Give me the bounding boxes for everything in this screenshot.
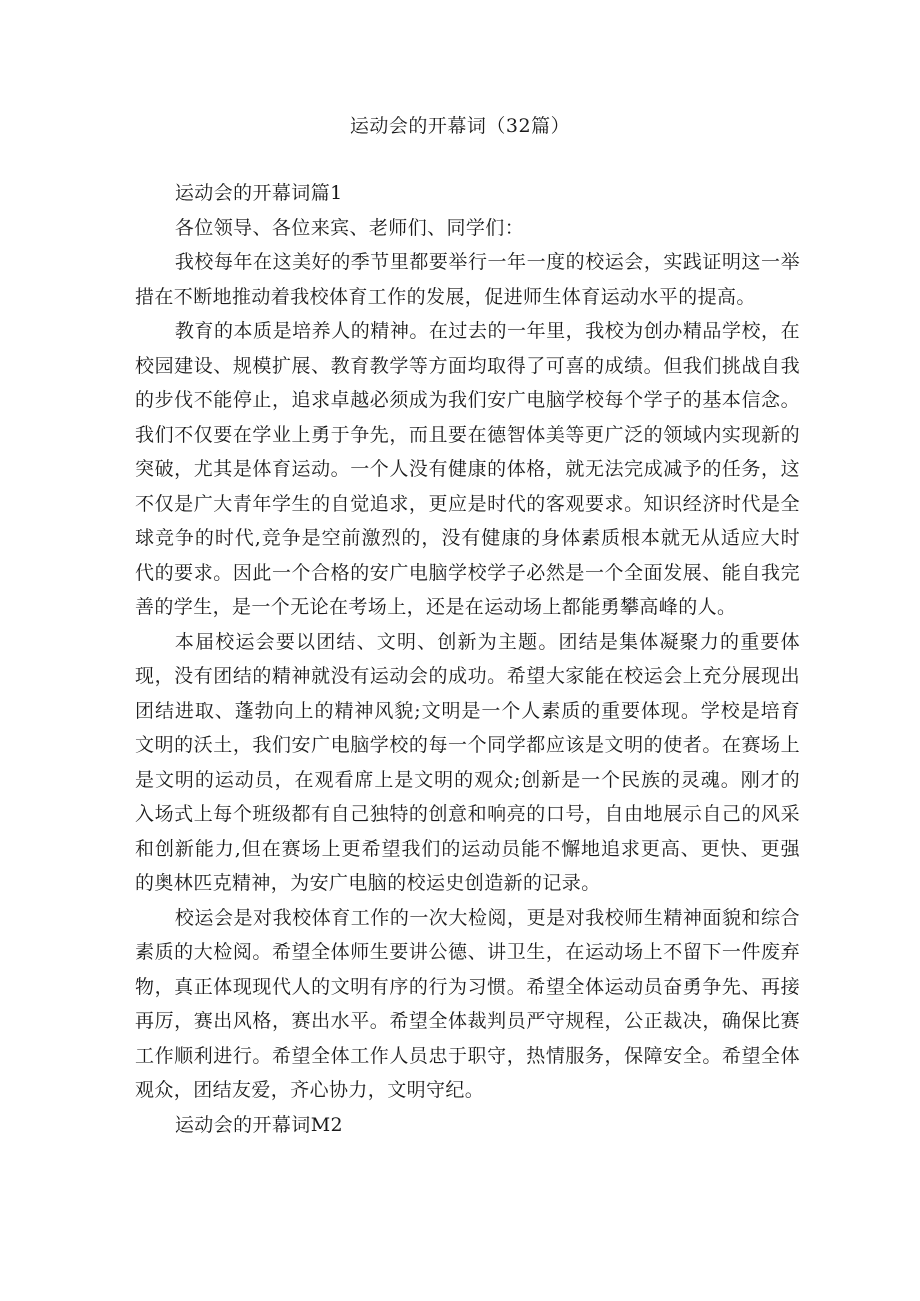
paragraph: 校运会是对我校体育工作的一次大检阅，更是对我校师生精神面貌和综合素质的大检阅。希望全体师生要讲公德、讲卫生，在运动场上不留下一件废弃物，真正体现现代人的文明有序的行为习惯。希望全体运动员奋勇争先、再接再厉，赛出风格，赛出水平。希望全体裁判员严守规程，公正裁决，确保比赛工作顺利进行。希望全体工作人员忠于职守，热情服务，保障安全。希望全体观众，团结友爱，齐心协力，文明守纪。 [135, 906, 800, 1101]
section-heading-2: 运动会的开幕词M2 [174, 1113, 344, 1136]
salutation: 各位领导、各位来宾、老师们、同学们： [174, 216, 525, 239]
document-body [135, 176, 800, 1142]
document-title: 运动会的开幕词（32篇） [349, 115, 571, 137]
paragraph: 我校每年在这美好的季节里都要举行一年一度的校运会，实践证明这一举措在不断地推动着我校体育工作的发展，促进师生体育运动水平的提高。 [135, 251, 800, 308]
paragraph: 教育的本质是培养人的精神。在过去的一年里，我校为创办精品学校，在校园建设、规模扩展、教育教学等方面均取得了可喜的成绩。但我们挑战自我的步伐不能停止，追求卓越必须成为我们安广电脑学校每个学子的基本信念。我们不仅要在学业上勇于争先，而且要在德智体美等更广泛的领域内实现新的突破，尤其是体育运动。一个人没有健康的体格，就无法完成减予的任务，这不仅是广大青年学生的自觉追求，更应是时代的客观要求。知识经济时代是全球竞争的时代,竞争是空前激烈的，没有健康的身体素质根本就无从适应大时代的要求。因此一个合格的安广电脑学校学子必然是一个全面发展、能自我完善的学生，是一个无论在考场上，还是在运动场上都能勇攀高峰的人。 [135, 320, 800, 618]
paragraph: 本届校运会要以团结、文明、创新为主题。团结是集体凝聚力的重要体现，没有团结的精神就没有运动会的成功。希望大家能在校运会上充分展现出团结进取、蓬勃向上的精神风貌;文明是一个人素质的重要体现。学校是培育文明的沃土，我们安广电脑学校的每一个同学都应该是文明的使者。在赛场上是文明的运动员，在观看席上是文明的观众;创新是一个民族的灵魂。刚才的入场式上每个班级都有自己独特的创意和响亮的口号，自由地展示自己的风采和创新能力,但在赛场上更希望我们的运动员能不懈地追求更高、更快、更强的奥林匹克精神，为安广电脑的校运史创造新的记录。 [135, 630, 800, 894]
section-heading-1: 运动会的开幕词篇1 [174, 182, 343, 204]
